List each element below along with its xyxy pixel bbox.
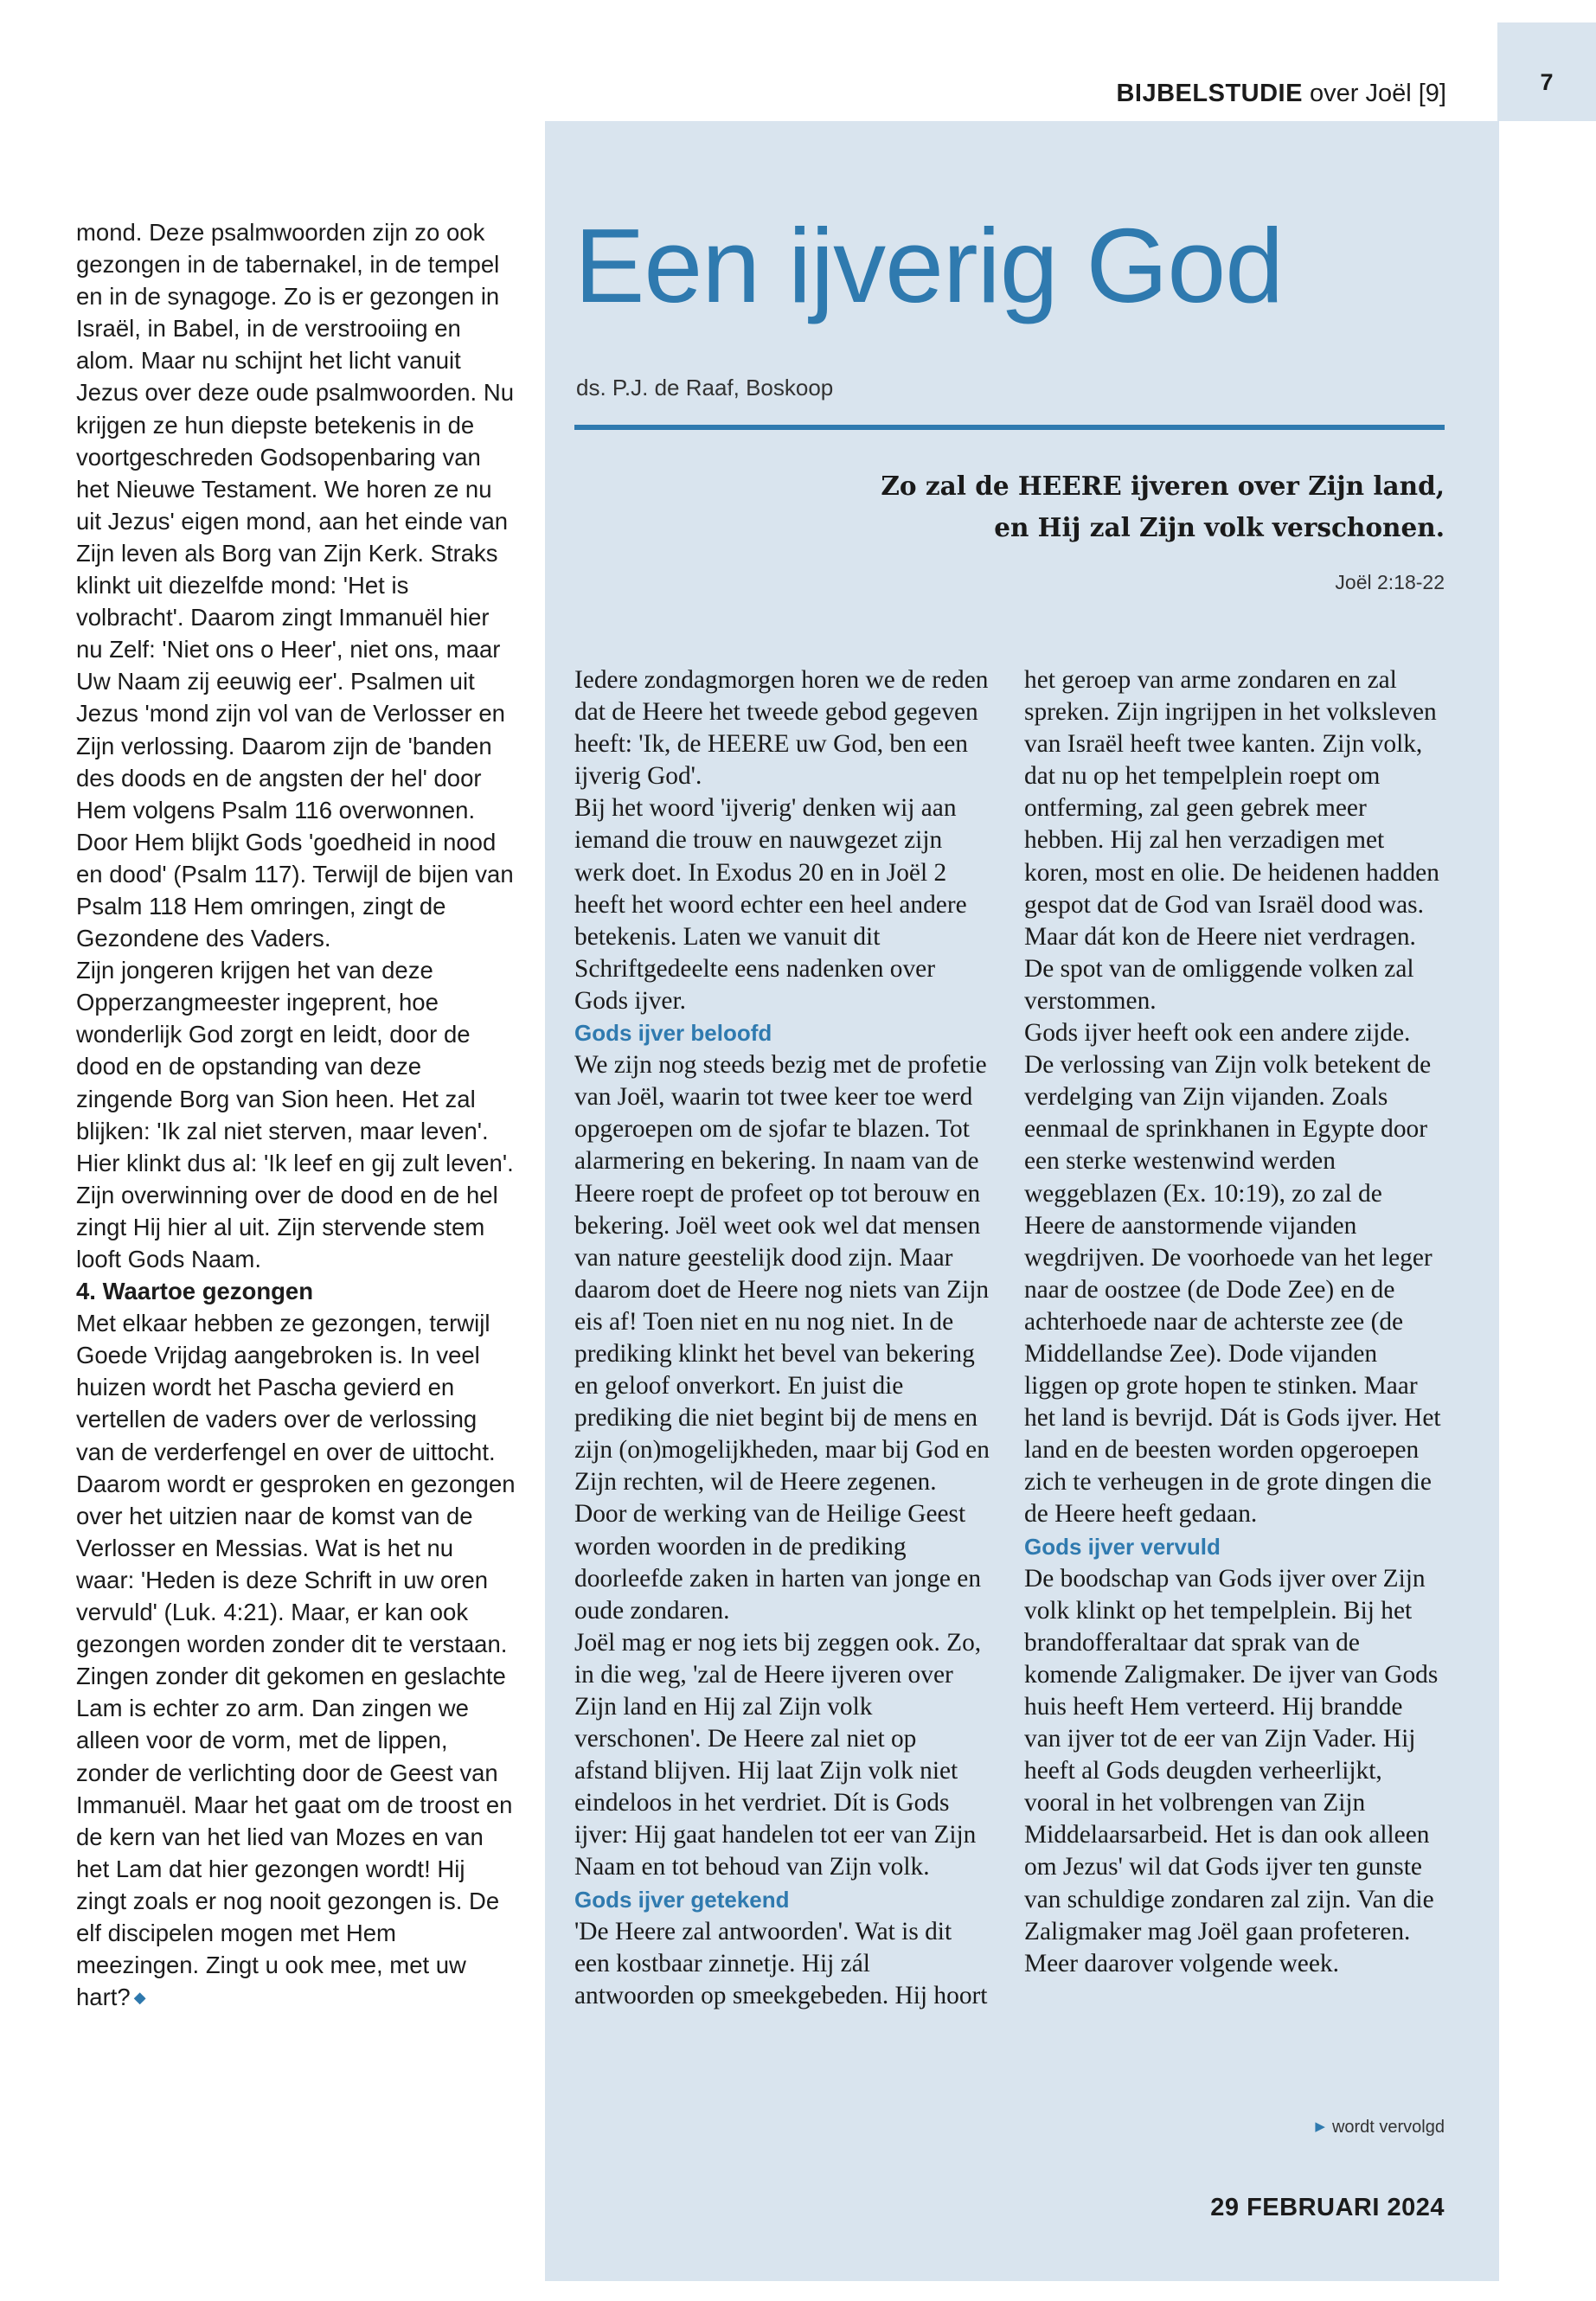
intro-paragraph-2: Bij het woord 'ijverig' denken wij aan iemand die trouw en nauwgezet zijn werk doet. In Exodus 20 en in Joël 2 heeft het woord echter een heel andere betekenis. Laten we vanuit dit Schriftgedeelte eens nadenken over Gods ijver. [574, 794, 967, 1015]
page-number: 7 [1540, 69, 1554, 95]
article-byline: ds. P.J. de Raaf, Boskoop [576, 375, 834, 401]
play-arrow-icon: ▶ [1315, 2119, 1325, 2134]
paragraph-beloofd-2: Joël mag er nog iets bij zeggen ook. Zo, in die weg, 'zal de Heere ijveren over Zijn land en Hij zal Zijn volk verschonen'. De Heere zal niet op afstand blijven. Hij laat Zijn volk niet eindeloos in het verdriet. Dít is Gods ijver: Hij gaat handelen tot eer van Zijn Naam en tot behoud van Zijn volk. [574, 1628, 982, 1881]
title-divider [574, 425, 1445, 430]
left-section-heading: 4. Waartoe gezongen [76, 1278, 314, 1305]
running-header [1116, 78, 1446, 109]
left-paragraph-3 [76, 1307, 517, 2014]
subheading-getekend: Gods ijver getekend [574, 1886, 790, 1913]
left-paragraph-1: mond. Deze psalmwoorden zijn zo ook gezongen in de tabernakel, in de tempel en in de synagoge. Zo is er gezongen in Israël, in Babel, in de verstrooiing en alom. Maar nu schijnt het licht vanuit Jezus over deze oude psalmwoorden. Nu krijgen ze hun diepste betekenis in de voortgeschreden Godsopenbaring van het Nieuwe Testament. We horen ze nu uit Jezus' eigen mond, aan het einde van Zijn leven als Borg van Zijn Kerk. Straks klinkt uit diezelfde mond: 'Het is volbracht'. Daarom zingt Immanuël hier nu Zelf: 'Niet ons o Heer', niet ons, maar Uw Naam zij eeuwig eer'. Psalmen uit Jezus 'mond zijn vol van de Verlosser en Zijn verlossing. Daarom zijn de 'banden des doods en de angsten der hel' door Hem volgens Psalm 116 overwonnen. Door Hem blijkt Gods 'goedheid in nood en dood' (Psalm 117). Terwijl de bijen van Psalm 118 Hem omringen, zingt de Gezondene des Vaders. [76, 219, 514, 952]
paragraph-beloofd-1: We zijn nog steeds bezig met de profetie van Joël, waarin tot twee keer toe werd opgeroepen om de sjofar te blazen. Tot alarmering en bekering. In naam van de Heere roept de profeet op tot berouw en bekering. Joël weet ook wel dat mensen van nature geestelijk dood zijn. Maar daarom doet de Heere nog niets van Zijn eis af! Toen niet en nu nog niet. In de prediking klinkt het bevel van bekering en geloof onverkort. En juist die prediking die niet begint bij de mens en zijn (on)mogelijkheden, maar bij God en Zijn rechten, wil de Heere zegenen. Door de werking van de Heilige Geest worden woorden in de prediking doorleefde zaken in harten van jonge en oude zondaren. [574, 1051, 990, 1625]
continued-label: wordt vervolgd [1331, 2118, 1445, 2137]
section-label: BIJBELSTUDIE [1116, 80, 1303, 107]
subheading-beloofd: Gods ijver beloofd [574, 1020, 772, 1047]
scripture-quote [881, 465, 1445, 548]
quote-reference: Joël 2:18-22 [1335, 571, 1445, 593]
paragraph-getekend: 'De Heere zal antwoorden'. Wat is dit een kostbaar zinnetje. Hij zál antwoorden op smeekgebeden. Hij hoort [574, 1917, 988, 2009]
previous-article-column [76, 216, 517, 2014]
paragraph-getekend-cont: het geroep van arme zondaren en zal spreken. Zijn ingrijpen in het volksleven van Israël heeft twee kanten. Zijn volk, dat nu op het tempelplein roept om ontferming, zal geen gebrek meer hebben. Hij zal hen verzadigen met koren, most en olie. De heidenen hadden gespot dat de God van Israël dood was. Maar dát kon de Heere niet verdragen. De spot van de omliggende volken zal verstommen. [1024, 666, 1439, 1015]
intro-paragraph: Iedere zondagmorgen horen we de reden dat de Heere het tweede gebod gegeven heeft: 'Ik, de HEERE uw God, ben een ijverig God'. [574, 666, 989, 791]
article-column-1 [574, 664, 991, 2012]
continued-note [1315, 2118, 1445, 2138]
issue-date: 29 FEBRUARI 2024 [1210, 2194, 1445, 2221]
series-label: over Joël [9] [1310, 80, 1446, 107]
quote-line-2: en Hij zal Zijn volk verschonen. [994, 512, 1445, 542]
paragraph-vervuld: De boodschap van Gods ijver over Zijn volk klinkt op het tempelplein. Bij het brandofferaltaar dat sprak van de komende Zaligmaker. De ijver van Gods huis heeft Hem verteerd. Hij brandde van ijver tot de eer van Zijn Vader. Hij heeft al Gods deugden verheerlijkt, vooral in het volbrengen van Zijn Middelaarsarbeid. Het is dan ook alleen om Jezus' wil dat Gods ijver ten gunste van schuldige zondaren zal zijn. Van die Zaligmaker mag Joël gaan profeteren. Meer daarover volgende week. [1024, 1564, 1439, 1977]
article-column-2 [1024, 664, 1441, 1980]
subheading-vervuld: Gods ijver vervuld [1024, 1533, 1221, 1560]
left-paragraph-2: Zijn jongeren krijgen het van deze Opperzangmeester ingeprent, hoe wonderlijk God zorgt en leidt, door de dood en de opstanding van deze zingende Borg van Sion heen. Het zal blijken: 'Ik zal niet sterven, maar leven'. Hier klinkt dus al: 'Ik leef en gij zult leven'. Zijn overwinning over de dood en de hel zingt Hij hier al uit. Zijn stervende stem looft Gods Naam. [76, 957, 514, 1272]
quote-line-1: Zo zal de HEERE ijveren over Zijn land, [881, 471, 1445, 501]
paragraph-getekend-2: Gods ijver heeft ook een andere zijde. De verlossing van Zijn volk betekent de verdelging van Zijn vijanden. Zoals eenmaal de sprinkhanen in Egypte door een sterke westenwind werden weggeblazen (Ex. 10:19), zo zal de Heere de aanstormende vijanden wegdrijven. De voorhoede van het leger naar de oostzee (de Dode Zee) en de achterhoede naar de achterste zee (de Middellandse Zee). Dode vijanden liggen op grote hopen te stinken. Maar het land is bevrijd. Dát is Gods ijver. Het land en de beesten worden opgeroepen zich te verheugen in de grote dingen die de Heere heeft gedaan. [1024, 1019, 1441, 1529]
end-of-article-icon: ◆ [133, 1989, 146, 2007]
left-paragraph-3-text: Met elkaar hebben ze gezongen, terwijl Goede Vrijdag aangebroken is. In veel huizen wordt het Pascha gevierd en vertellen de vaders over de verlossing van de verderfengel en over de uittocht. Daarom wordt er gesproken en gezongen over het uitzien naar de komst van de Verlosser en Messias. Wat is het nu waar: 'Heden is deze Schrift in uw oren vervuld' (Luk. 4:21). Maar, er kan ook gezongen worden zonder dit te verstaan. Zingen zonder dit gekomen en geslachte Lam is echter zo arm. Dan zingen we alleen voor de vorm, met de lippen, zonder de verlichting door de Geest van Immanuël. Maar het gaat om de troost en de kern van het lied van Mozes en van het Lam dat hier gezongen wordt! Hij zingt zoals er nog nooit gezongen is. De elf discipelen mogen met Hem meezingen. Zingt u ook mee, met uw hart? [76, 1310, 516, 2011]
article-title: Een ijverig God [574, 207, 1284, 324]
